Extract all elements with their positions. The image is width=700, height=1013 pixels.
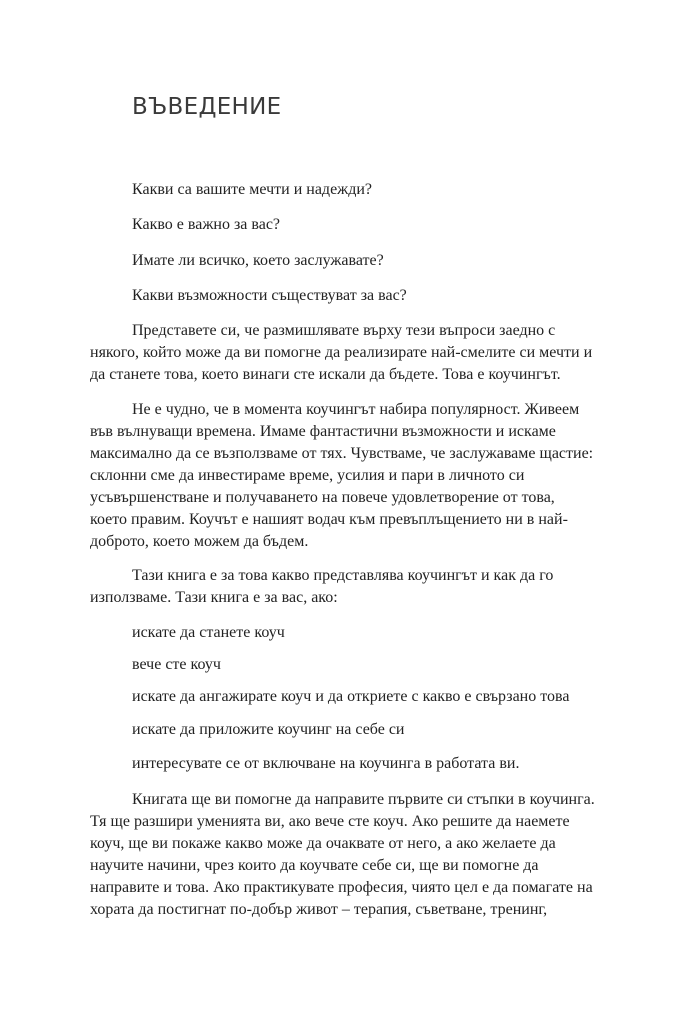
paragraph-line: коуч, ще ви покаже какво може да очаквате от него, а ако желаете да (90, 835, 556, 852)
paragraph-line: Не е чудно, че в момента коучингът набира популярност. Живеем (132, 401, 580, 418)
paragraph-line: да станете това, което винаги сте искали да бъдете. Това е коучингът. (90, 366, 561, 383)
paragraph-line: научите начини, чрез които да коучвате себе си, ще ви помогне да (90, 857, 539, 874)
paragraph-line: Книгата ще ви помогне да направите първите си стъпки в коучинга. (132, 791, 595, 808)
paragraph-line: използваме. Тази книга е за вас, ако: (90, 589, 338, 606)
list-item: искате да станете коуч (132, 624, 285, 641)
chapter-title: ВЪВЕДЕНИЕ (132, 94, 282, 120)
question-line: Какво е важно за вас? (132, 216, 281, 233)
list-item: вече сте коуч (132, 656, 221, 673)
paragraph-line: някого, който може да ви помогне да реализирате най-смелите си мечти и (90, 344, 593, 361)
question-line: Какви са вашите мечти и надежди? (132, 181, 373, 198)
list-item: искате да приложите коучинг на себе си (132, 721, 405, 738)
paragraph-line: направите и това. Ако практикувате професия, чиято цел е да помагате на (90, 879, 593, 896)
paragraph-line: във вълнуващи времена. Имаме фантастични възможности и искаме (90, 423, 556, 440)
paragraph-line: склонни сме да инвестираме време, усилия и пари в личното си (90, 467, 525, 484)
question-line: Имате ли всичко, което заслужавате? (132, 252, 384, 269)
list-item: интересувате се от включване на коучинга в работата ви. (132, 755, 520, 772)
paragraph-line: усъвършенстване и получаването на повече удовлетворение от това, (90, 489, 555, 506)
paragraph-line: което правим. Коучът е нашият водач към превъплъщението ни в най- (90, 511, 568, 528)
paragraph-line: хората да постигнат по-добър живот – терапия, съветване, тренинг, (90, 901, 548, 918)
paragraph-line: Представете си, че размишлявате върху тези въпроси заедно с (132, 322, 556, 339)
question-line: Какви възможности съществуват за вас? (132, 287, 407, 304)
paragraph-line: доброто, което можем да бъдем. (90, 533, 309, 550)
paragraph-line: максимално да се възползваме от тях. Чувстваме, че заслужаваме щастие: (90, 445, 594, 462)
paragraph-line: Тази книга е за това какво представлява коучингът и как да го (132, 567, 554, 584)
paragraph-line: Тя ще разшири уменията ви, ако вече сте коуч. Ако решите да наемете (90, 813, 570, 830)
list-item: искате да ангажирате коуч и да откриете с какво е свързано това (132, 688, 570, 705)
